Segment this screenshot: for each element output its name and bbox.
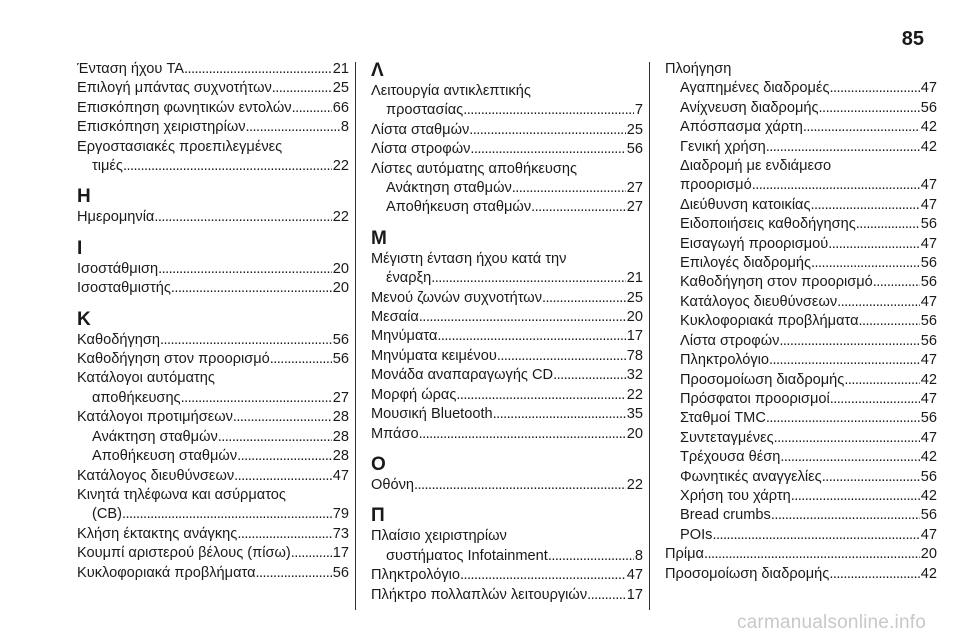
dot-leader: [779, 332, 919, 351]
index-entry: [371, 425, 643, 444]
entry-term: προορισμό: [680, 177, 752, 194]
entry-term: Πλήκτρο πολλαπλών λειτουργιών: [371, 586, 588, 603]
dot-leader: [122, 505, 332, 524]
dot-leader: [292, 99, 332, 118]
entry-term: Οθόνη: [371, 476, 414, 493]
entry-page-number: 73: [332, 525, 349, 542]
index-entry: [371, 586, 643, 605]
column-divider: [649, 62, 650, 610]
entry-term: συστήματος Infotainment: [386, 547, 548, 564]
dot-leader: [460, 566, 626, 585]
dot-leader: [469, 121, 626, 140]
dot-leader: [704, 545, 920, 564]
entry-page-number: 56: [920, 468, 937, 485]
section-letter: Η: [77, 186, 91, 208]
dot-leader: [819, 99, 920, 118]
dot-leader: [780, 448, 919, 467]
entry-term: Λίστα στροφών: [371, 141, 471, 158]
section-letter: Μ: [371, 227, 387, 249]
dot-leader: [237, 525, 331, 544]
dot-leader: [769, 351, 920, 370]
dot-leader: [830, 390, 920, 409]
index-entry: [665, 332, 937, 351]
entry-term: Κατάλογος διευθύνσεων: [680, 293, 838, 310]
entry-page-number: 22: [332, 209, 349, 226]
entry-page-number: 21: [626, 270, 643, 287]
index-entry: [665, 138, 937, 157]
dot-leader: [752, 176, 920, 195]
index-entry: [77, 428, 349, 447]
index-entry: [665, 254, 937, 273]
entry-page-number: 22: [332, 158, 349, 175]
index-entry: [665, 487, 937, 506]
entry-page-number: 20: [626, 309, 643, 326]
dot-leader: [256, 564, 332, 583]
entry-page-number: 17: [332, 545, 349, 562]
entry-term: Γενική χρήση: [680, 138, 766, 155]
dot-leader: [542, 289, 626, 308]
entry-term: Λίστα στροφών: [680, 332, 780, 349]
entry-page-number: 22: [626, 476, 643, 493]
index-entry-heading: Λίστες αυτόματης αποθήκευσης: [371, 160, 578, 177]
section-letter: Ο: [371, 453, 386, 475]
index-entry: [371, 347, 643, 366]
index-entry: [77, 118, 349, 137]
entry-page-number: 32: [626, 367, 643, 384]
index-entry-heading: Λειτουργία αντικλεπτικής: [371, 83, 531, 99]
entry-term: Μηνύματα κειμένου: [371, 347, 497, 364]
index-entry-heading: Κινητά τηλέφωνα και ασύρματος: [77, 486, 286, 503]
index-entry: [665, 215, 937, 234]
entry-term: Ανίχνευση διαδρομής: [680, 99, 819, 116]
dot-leader: [837, 293, 920, 312]
index-entry: [77, 408, 349, 427]
index-entry: [371, 405, 643, 424]
index-entry: [77, 544, 349, 563]
index-entry-heading: Κατάλογοι αυτόματης: [77, 370, 215, 387]
index-entry: [77, 467, 349, 486]
entry-page-number: 35: [626, 406, 643, 423]
entry-term: Μονάδα αναπαραγωγής CD: [371, 367, 554, 384]
entry-term: Συντεταγμένες: [680, 429, 774, 446]
entry-term: Κατάλογος διευθύνσεων: [77, 467, 235, 484]
index-entry: [665, 293, 937, 312]
entry-page-number: 7: [634, 102, 643, 119]
entry-page-number: 42: [920, 119, 937, 136]
section-letter: Λ: [371, 60, 384, 81]
dot-leader: [181, 389, 332, 408]
entry-page-number: 47: [920, 429, 937, 446]
entry-page-number: 42: [920, 138, 937, 155]
index-section: [665, 60, 937, 584]
dot-leader: [419, 425, 626, 444]
index-entry: [665, 409, 937, 428]
index-entry: [665, 526, 937, 545]
dot-leader: [470, 140, 625, 159]
dot-leader: [791, 487, 920, 506]
entry-page-number: 47: [920, 80, 937, 97]
dot-leader: [419, 308, 626, 327]
index-entry: [77, 99, 349, 118]
entry-term: Κυκλοφοριακά προβλήματα: [77, 564, 256, 581]
entry-page-number: 42: [920, 371, 937, 388]
entry-page-number: 47: [626, 567, 643, 584]
dot-leader: [431, 269, 626, 288]
entry-page-number: 56: [920, 255, 937, 272]
entry-term: έναρξη: [386, 270, 432, 287]
index-entry: [371, 308, 643, 327]
entry-term: Ανάκτηση σταθμών: [386, 180, 512, 197]
index-entry: [77, 60, 349, 79]
entry-page-number: 8: [340, 119, 349, 136]
section-letter: Ι: [77, 237, 83, 259]
entry-term: Μπάσο: [371, 425, 419, 442]
index-entry: [371, 386, 643, 405]
index-entry-heading: Πλαίσιο χειριστηρίων: [371, 528, 507, 545]
dot-leader: [766, 409, 920, 428]
entry-term: Ισοστάθμιση: [77, 260, 159, 277]
index-entry: [371, 121, 643, 140]
section-letter: Π: [371, 505, 385, 527]
entry-term: Προσομοίωση διαδρομής: [680, 371, 845, 388]
entry-term: Επιλογές διαδρομής: [680, 255, 812, 272]
entry-term: Προσομοίωση διαδρομής: [665, 565, 830, 582]
index-entry: [371, 140, 643, 159]
entry-term: Μηνύματα: [371, 328, 438, 345]
entry-page-number: 17: [626, 586, 643, 603]
dot-leader: [123, 157, 332, 176]
dot-leader: [822, 468, 920, 487]
dot-leader: [158, 260, 332, 279]
entry-page-number: 20: [332, 280, 349, 297]
index-entry: [371, 198, 643, 217]
index-section: [371, 505, 643, 605]
dot-leader: [437, 327, 625, 346]
index-column-3: [665, 60, 937, 584]
dot-leader: [237, 447, 332, 466]
entry-term: Ειδοποιήσεις καθοδήγησης: [680, 216, 856, 233]
index-entry: [371, 366, 643, 385]
entry-page-number: 21: [332, 61, 349, 77]
entry-page-number: 20: [332, 260, 349, 277]
dot-leader: [456, 386, 625, 405]
entry-page-number: 28: [332, 428, 349, 445]
entry-page-number: 47: [920, 293, 937, 310]
entry-page-number: 56: [920, 410, 937, 427]
entry-term: Επισκόπηση φωνητικών εντολών: [77, 99, 292, 116]
index-section: [371, 228, 643, 444]
entry-term: Ανάκτηση σταθμών: [92, 428, 218, 445]
index-entry: [665, 99, 937, 118]
dot-leader: [171, 279, 332, 298]
dot-leader: [811, 254, 920, 273]
watermark-text: carmanualsonline.info: [736, 612, 926, 633]
entry-term: Μορφή ώρας: [371, 386, 457, 403]
entry-page-number: 56: [332, 351, 349, 368]
index-entry: [77, 157, 349, 176]
entry-term: Πρόσφατοι προορισμοί: [680, 390, 830, 407]
dot-leader: [497, 347, 626, 366]
entry-term: Σταθμοί TMC: [680, 410, 766, 427]
entry-term: Καθοδήγηση στον προορισμό: [680, 274, 873, 291]
entry-term: Ημερομηνία: [77, 209, 155, 226]
index-column-1: [77, 60, 349, 583]
entry-page-number: 17: [626, 328, 643, 345]
index-entry: [371, 179, 643, 198]
entry-page-number: 47: [332, 467, 349, 484]
index-entry: [371, 289, 643, 308]
index-entry: [77, 447, 349, 466]
index-entry: [371, 566, 643, 585]
entry-term: POIs: [680, 526, 713, 543]
entry-term: Διεύθυνση κατοικίας: [680, 196, 811, 213]
entry-page-number: 25: [626, 121, 643, 138]
dot-leader: [587, 586, 626, 605]
dot-leader: [234, 467, 332, 486]
index-entry: [371, 269, 643, 288]
dot-leader: [272, 79, 332, 98]
dot-leader: [233, 408, 332, 427]
dot-leader: [712, 526, 919, 545]
dot-leader: [766, 138, 920, 157]
entry-term: Κουμπί αριστερού βέλους (πίσω): [77, 545, 291, 562]
index-entry-heading: Πλοήγηση: [665, 61, 732, 77]
index-entry: [665, 565, 937, 584]
dot-leader: [184, 60, 332, 79]
entry-term: Τρέχουσα θέση: [680, 449, 781, 466]
entry-term: Κλήση έκτακτης ανάγκης: [77, 525, 238, 542]
dot-leader: [844, 371, 919, 390]
index-column-2: [371, 60, 643, 605]
entry-page-number: 42: [920, 449, 937, 466]
entry-page-number: 25: [332, 80, 349, 97]
entry-page-number: 56: [920, 99, 937, 116]
index-entry: [665, 545, 937, 564]
entry-page-number: 56: [920, 332, 937, 349]
entry-page-number: 56: [920, 507, 937, 524]
index-section: [77, 186, 349, 227]
entry-term: Πληκτρολόγιο: [680, 352, 770, 369]
entry-page-number: 47: [920, 235, 937, 252]
dot-leader: [774, 429, 920, 448]
entry-page-number: 22: [626, 386, 643, 403]
dot-leader: [463, 101, 634, 120]
entry-page-number: 47: [920, 352, 937, 369]
entry-page-number: 27: [626, 180, 643, 197]
index-entry: [665, 312, 937, 331]
index-entry: [665, 196, 937, 215]
entry-page-number: 42: [920, 565, 937, 582]
index-entry: [77, 260, 349, 279]
entry-page-number: 8: [634, 547, 643, 564]
dot-leader: [873, 273, 920, 292]
dot-leader: [859, 312, 920, 331]
entry-term: Μενού ζωνών συχνοτήτων: [371, 289, 542, 306]
index-entry: [77, 331, 349, 350]
index-entry: [665, 506, 937, 525]
dot-leader: [291, 544, 332, 563]
dot-leader: [531, 198, 626, 217]
entry-term: Αγαπημένες διαδρομές: [680, 80, 830, 97]
entry-page-number: 78: [626, 347, 643, 364]
dot-leader: [828, 235, 920, 254]
dot-leader: [493, 405, 626, 424]
dot-leader: [830, 79, 920, 98]
index-section: [77, 60, 349, 176]
entry-term: Bread crumbs: [680, 507, 771, 524]
index-entry: [371, 327, 643, 346]
entry-page-number: 56: [332, 331, 349, 348]
index-entry: [665, 176, 937, 195]
dot-leader: [856, 215, 920, 234]
index-section: [371, 60, 643, 218]
index-entry: [665, 371, 937, 390]
index-entry: [665, 118, 937, 137]
index-entry: [77, 79, 349, 98]
entry-term: Ένταση ήχου TA: [77, 61, 185, 77]
index-entry: [77, 279, 349, 298]
index-entry: [371, 476, 643, 495]
index-entry: [665, 429, 937, 448]
entry-page-number: 42: [920, 487, 937, 504]
entry-term: Φωνητικές αναγγελίες: [680, 468, 822, 485]
entry-term: Αποθήκευση σταθμών: [92, 448, 238, 465]
dot-leader: [803, 118, 920, 137]
dot-leader: [218, 428, 332, 447]
entry-page-number: 47: [920, 177, 937, 194]
entry-term: Λίστα σταθμών: [371, 121, 470, 138]
entry-term: Επιλογή μπάντας συχνοτήτων: [77, 80, 272, 97]
index-entry: [665, 468, 937, 487]
entry-term: Πληκτρολόγιο: [371, 567, 461, 584]
entry-page-number: 47: [920, 526, 937, 543]
index-entry: [371, 547, 643, 566]
column-divider: [355, 62, 356, 610]
index-entry-heading: Διαδρομή με ενδιάμεσο: [680, 158, 832, 175]
entry-page-number: 28: [332, 448, 349, 465]
entry-page-number: 20: [626, 425, 643, 442]
index-entry-heading: Μέγιστη ένταση ήχου κατά την: [371, 250, 567, 267]
dot-leader: [771, 506, 920, 525]
entry-term: Εισαγωγή προορισμού: [680, 235, 829, 252]
entry-page-number: 56: [332, 564, 349, 581]
entry-term: Μεσαία: [371, 309, 419, 326]
dot-leader: [512, 179, 626, 198]
index-entry: [77, 525, 349, 544]
entry-page-number: 56: [920, 274, 937, 291]
entry-term: Αποθήκευση σταθμών: [386, 199, 532, 216]
entry-term: Απόσπασμα χάρτη: [680, 119, 803, 136]
index-entry: [77, 505, 349, 524]
entry-term: Επισκόπηση χειριστηρίων: [77, 119, 246, 136]
entry-page-number: 79: [332, 506, 349, 523]
entry-term: (CB): [92, 506, 122, 523]
index-section: [77, 309, 349, 583]
entry-term: Καθοδήγηση: [77, 331, 161, 348]
entry-page-number: 20: [920, 546, 937, 563]
dot-leader: [811, 196, 920, 215]
entry-page-number: 28: [332, 409, 349, 426]
entry-term: Κυκλοφοριακά προβλήματα: [680, 313, 859, 330]
dot-leader: [154, 208, 331, 227]
entry-page-number: 56: [920, 313, 937, 330]
section-letter: Κ: [77, 308, 91, 330]
entry-term: αποθήκευσης: [92, 389, 181, 406]
entry-page-number: 25: [626, 289, 643, 306]
entry-term: Πρίμα: [665, 546, 704, 563]
index-entry: [77, 389, 349, 408]
entry-page-number: 27: [332, 389, 349, 406]
index-entry: [77, 208, 349, 227]
index-entry: [665, 448, 937, 467]
entry-term: Ισοσταθμιστής: [77, 280, 171, 297]
dot-leader: [246, 118, 340, 137]
entry-page-number: 47: [920, 390, 937, 407]
entry-term: Κατάλογοι προτιμήσεων: [77, 409, 233, 426]
entry-term: Μουσική Bluetooth: [371, 406, 493, 423]
dot-leader: [414, 476, 626, 495]
entry-page-number: 27: [626, 199, 643, 216]
dot-leader: [829, 565, 919, 584]
entry-page-number: 66: [332, 99, 349, 116]
index-entry: [77, 564, 349, 583]
index-entry: [665, 351, 937, 370]
index-entry-heading: Εργοστασιακές προεπιλεγμένες: [77, 138, 283, 155]
index-entry: [77, 350, 349, 369]
entry-term: προστασίας: [386, 102, 464, 119]
index-entry: [665, 390, 937, 409]
index-section: [371, 454, 643, 495]
entry-term: τιμές: [92, 158, 123, 175]
entry-term: Καθοδήγηση στον προορισμό: [77, 351, 270, 368]
dot-leader: [270, 350, 332, 369]
dot-leader: [548, 547, 634, 566]
entry-term: Χρήση του χάρτη: [680, 487, 791, 504]
page-number: 85: [901, 28, 924, 50]
dot-leader: [553, 366, 626, 385]
index-entry: [371, 101, 643, 120]
entry-page-number: 56: [920, 216, 937, 233]
dot-leader: [160, 331, 332, 350]
index-entry: [665, 235, 937, 254]
entry-page-number: 56: [626, 141, 643, 158]
index-entry: [665, 79, 937, 98]
index-section: [77, 238, 349, 299]
index-entry: [665, 273, 937, 292]
entry-page-number: 47: [920, 196, 937, 213]
